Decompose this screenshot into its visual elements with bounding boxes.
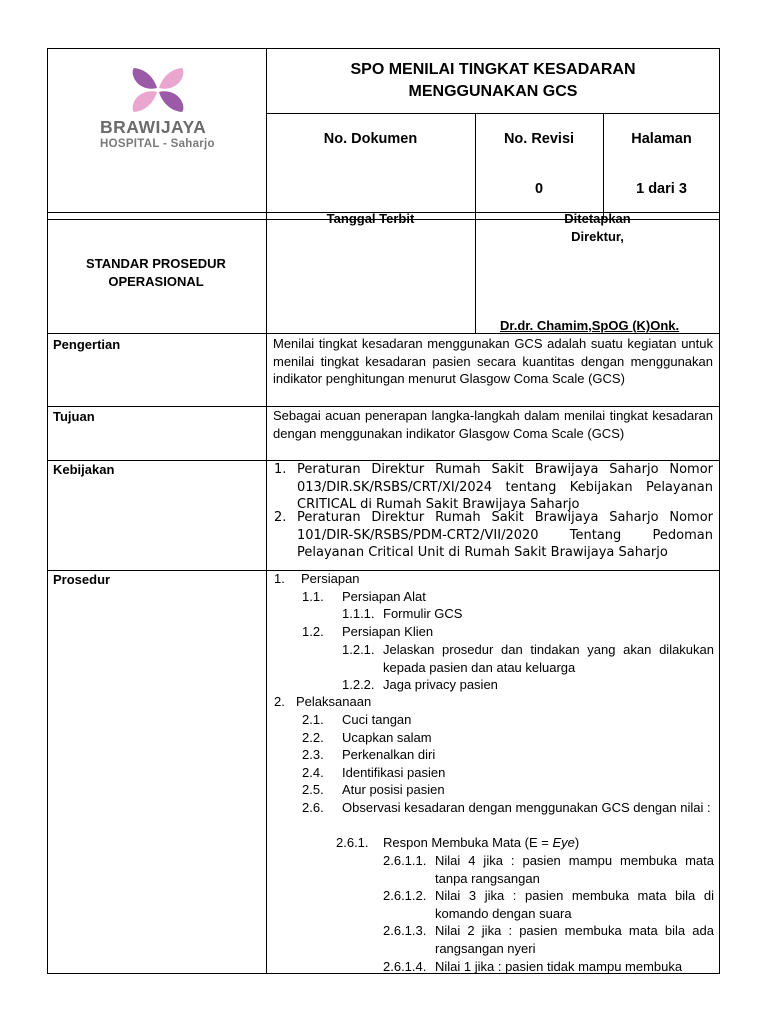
issue-date-label: Tanggal Terbit [326, 211, 415, 226]
prosedur-item-num: 2.2. [302, 730, 324, 745]
prosedur-item-text: Pelaksanaan [296, 694, 372, 709]
prosedur-item-text: Nilai 4 jika : pasien mampu membuka mata tanpa rangsangan [435, 853, 714, 886]
logo-subtitle: HOSPITAL - Saharjo [100, 138, 215, 150]
prosedur-item-text: Atur posisi pasien [342, 782, 445, 797]
prosedur-item-num: 2. [274, 694, 285, 709]
tujuan-text: Sebagai acuan penerapan langka-langkah dalam menilai tingkat kesadaran dengan menggunakan indikator Glasgow Coma Scale (GCS) [273, 408, 713, 441]
divider-col-doc [475, 113, 476, 220]
divider-row-pengertian [47, 333, 720, 334]
revision-value: 0 [534, 181, 544, 197]
prosedur-item-text: Persiapan Alat [342, 589, 426, 604]
page-label: Halaman [631, 131, 692, 147]
prosedur-item-text: Persiapan [301, 571, 360, 586]
prosedur-item-text: Nilai 1 jika : pasien tidak mampu membuka [435, 959, 683, 974]
prosedur-item-text: Formulir GCS [383, 606, 463, 621]
prosedur-item-num: 2.3. [302, 747, 324, 762]
prosedur-item-num: 2.5. [302, 782, 324, 797]
prosedur-item-num: 2.4. [302, 765, 324, 780]
prosedur-item-text: Nilai 3 jika : pasien membuka mata bila di komando dengan suara [435, 888, 714, 921]
director-label: Direktur, [571, 229, 624, 244]
prosedur-item-num: 1.2. [302, 624, 324, 639]
doc-number-label: No. Dokumen [323, 131, 418, 147]
prosedur-item-text: Persiapan Klien [342, 624, 434, 639]
prosedur-item-num: 2.6.1.4. [383, 959, 427, 974]
prosedur-item-text: Ucapkan salam [342, 730, 432, 745]
kebijakan-item-num: 1. [274, 462, 287, 477]
prosedur-item-num: 1.2.2. [342, 677, 375, 692]
divider-col-rev [603, 113, 604, 220]
eye-response-label: Respon Membuka Mata (E = [383, 835, 553, 850]
prosedur-item-text: Perkenalkan diri [342, 747, 436, 762]
divider-title-bottom [266, 113, 720, 114]
set-by-label: Ditetapkan [564, 211, 631, 226]
prosedur-item-num: 2.6.1.1. [383, 853, 427, 868]
divider-col-main [266, 48, 267, 974]
spo-label: STANDAR PROSEDUR OPERASIONAL [86, 256, 226, 289]
prosedur-item-text: Jaga privacy pasien [383, 677, 498, 692]
pengertian-text: Menilai tingkat kesadaran menggunakan GCS adalah suatu kegiatan untuk menilai tingkat kesadaran pasien secara kuantitas dengan menggunakan indikator penghitungan menurut Glasgow Coma Scale (GCS) [273, 336, 713, 386]
eye-response-close: ) [574, 835, 580, 850]
document-title: SPO MENILAI TINGKAT KESADARAN MENGGUNAKAN GCS [350, 61, 636, 100]
prosedur-item-num: 1.1. [302, 589, 324, 604]
eye-response-em: Eye [552, 835, 575, 850]
prosedur-item-text: Nilai 2 jika : pasien membuka mata bila ada rangsangan nyeri [435, 923, 714, 956]
prosedur-item [383, 958, 714, 974]
prosedur-item-text [383, 834, 579, 852]
pengertian-label: Pengertian [53, 337, 121, 352]
prosedur-item-num: 2.6.1.3. [383, 923, 427, 938]
page-value: 1 dari 3 [636, 181, 687, 197]
prosedur-item-text: Identifikasi pasien [342, 765, 446, 780]
prosedur-item-text: Observasi kesadaran dengan menggunakan GCS dengan nilai : [342, 800, 711, 815]
prosedur-item-num: 2.6.1.2. [383, 888, 427, 903]
revision-label: No. Revisi [503, 131, 575, 147]
logo-name: BRAWIJAYA [100, 117, 207, 137]
kebijakan-item-text: Peraturan Direktur Rumah Sakit Brawijaya Saharjo Nomor 013/DIR.SK/RSBS/CRT/XI/2024 tentang Kebijakan Pelayanan CRITICAL di Rumah Sakit Brawijaya Saharjo [297, 462, 713, 512]
prosedur-item-num: 1. [274, 571, 285, 586]
prosedur-item-num: 2.6.1. [336, 835, 369, 850]
prosedur-item-num: 1.2.1. [342, 642, 375, 657]
prosedur-item-num: 2.6. [302, 800, 324, 815]
prosedur-label: Prosedur [53, 572, 111, 587]
kebijakan-item-num: 2. [274, 510, 287, 525]
prosedur-item-num: 2.1. [302, 712, 324, 727]
butterfly-logo-icon [130, 66, 186, 114]
signer-name: Dr.dr. Chamim,SpOG (K)Onk. [500, 318, 680, 333]
kebijakan-label: Kebijakan [53, 462, 115, 477]
divider-row-prosedur [47, 570, 720, 571]
kebijakan-item-text: Peraturan Direktur Rumah Sakit Brawijaya Saharjo Nomor 101/DIR-SK/RSBS/PDM-CRT2/VII/2020 Tentang Pedoman Pelayanan Critical Unit di Rumah Sakit Brawijaya Saharjo [297, 510, 713, 560]
prosedur-item-num: 1.1.1. [342, 606, 375, 621]
prosedur-item-text: Jelaskan prosedur dan tindakan yang akan dilakukan kepada pasien dan atau keluarga [383, 642, 714, 675]
prosedur-item-text: Cuci tangan [342, 712, 412, 727]
tujuan-label: Tujuan [53, 409, 95, 424]
